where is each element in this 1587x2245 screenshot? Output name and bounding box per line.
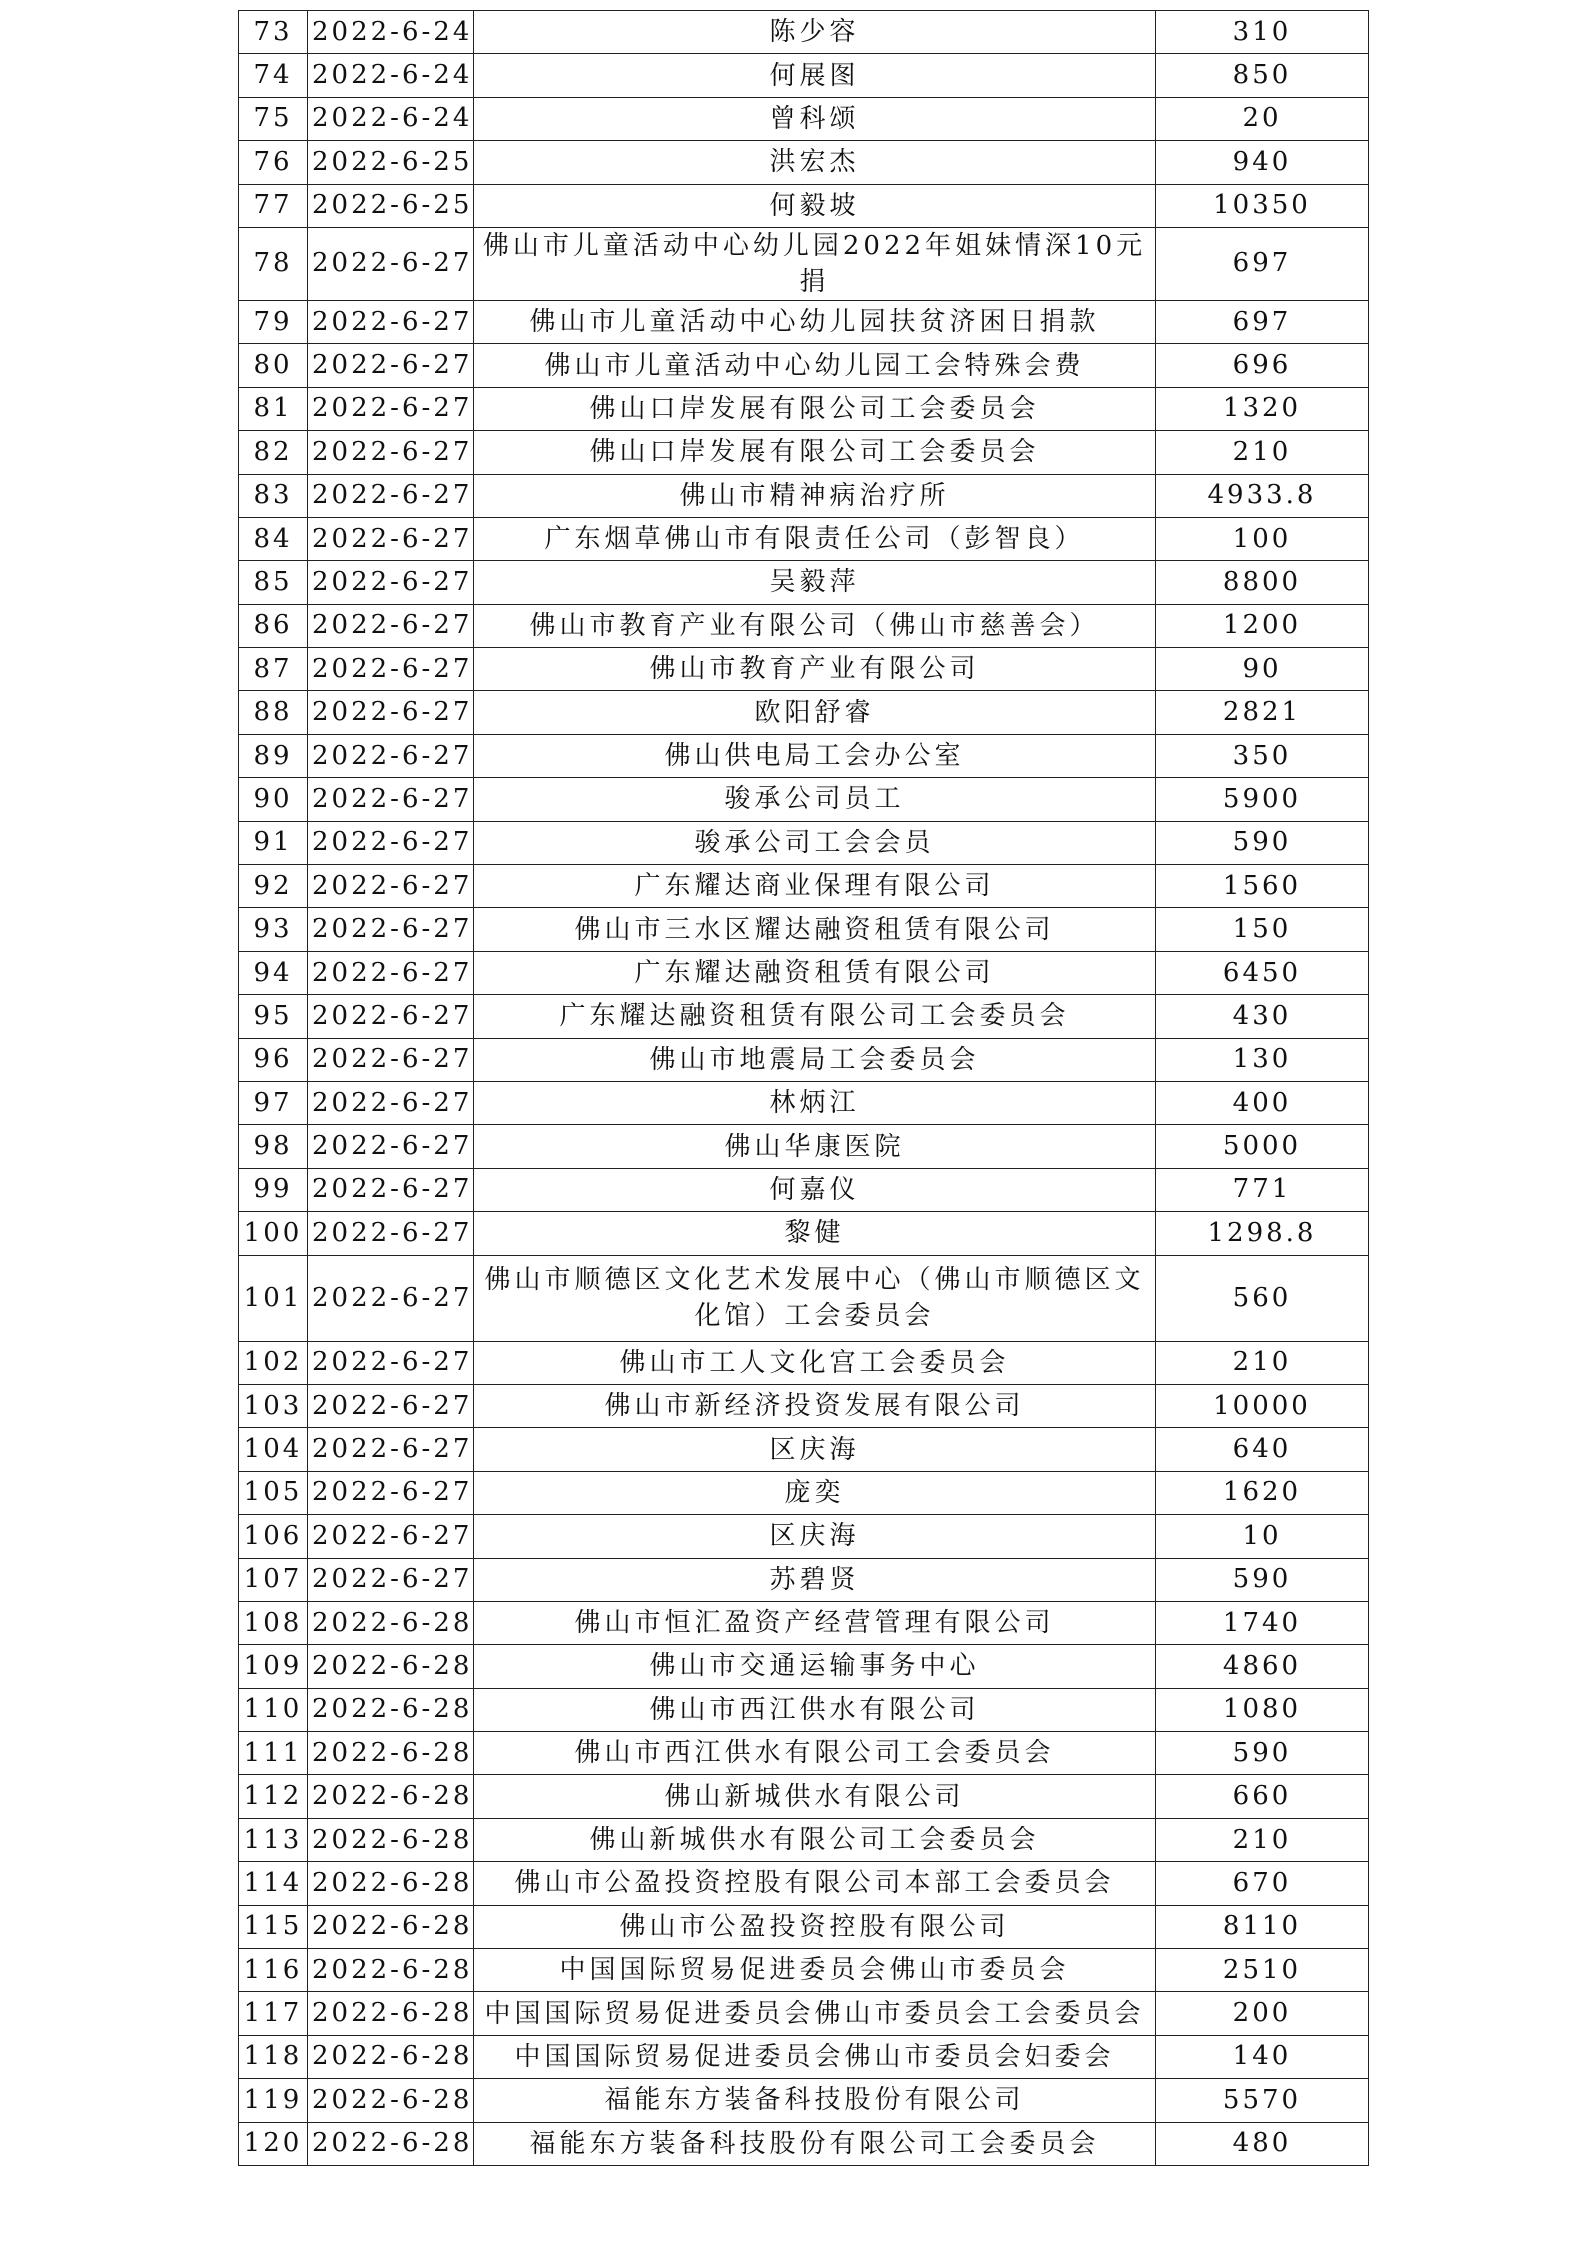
- donor-name: 佛山市交通运输事务中心: [474, 1645, 1156, 1688]
- donor-name: 佛山市公盈投资控股有限公司本部工会委员会: [474, 1862, 1156, 1905]
- row-number: 105: [239, 1471, 308, 1514]
- row-number: 115: [239, 1905, 308, 1948]
- donation-amount: 670: [1156, 1862, 1369, 1905]
- donation-date: 2022-6-27: [308, 517, 474, 560]
- table-row: [239, 734, 1369, 777]
- donation-date: 2022-6-27: [308, 387, 474, 430]
- row-number: 111: [239, 1732, 308, 1775]
- donation-date: 2022-6-28: [308, 1992, 474, 2035]
- donation-amount: 697: [1156, 300, 1369, 343]
- donor-name: 吴毅萍: [474, 561, 1156, 604]
- donor-name: 洪宏杰: [474, 141, 1156, 184]
- donation-amount: 5900: [1156, 778, 1369, 821]
- donor-name: 佛山市工人文化宫工会委员会: [474, 1341, 1156, 1384]
- donor-name: 中国国际贸易促进委员会佛山市委员会: [474, 1949, 1156, 1992]
- donor-name: 中国国际贸易促进委员会佛山市委员会工会委员会: [474, 1992, 1156, 2035]
- donation-amount: 6450: [1156, 951, 1369, 994]
- table-row: [239, 691, 1369, 734]
- row-number: 116: [239, 1949, 308, 1992]
- table-row: [239, 1081, 1369, 1124]
- donor-name: 曾科颂: [474, 97, 1156, 140]
- donation-amount: 480: [1156, 2122, 1369, 2165]
- donation-amount: 697: [1156, 227, 1369, 300]
- row-number: 82: [239, 431, 308, 474]
- row-number: 117: [239, 1992, 308, 2035]
- row-number: 110: [239, 1688, 308, 1731]
- table-row: [239, 2079, 1369, 2122]
- row-number: 80: [239, 344, 308, 387]
- donation-date: 2022-6-27: [308, 1515, 474, 1558]
- table-row: [239, 141, 1369, 184]
- donation-date: 2022-6-28: [308, 1688, 474, 1731]
- donation-date: 2022-6-27: [308, 648, 474, 691]
- donor-name: 何嘉仪: [474, 1168, 1156, 1211]
- row-number: 103: [239, 1384, 308, 1427]
- donation-amount: 100: [1156, 517, 1369, 560]
- donation-amount: 350: [1156, 734, 1369, 777]
- donor-name: 何毅坡: [474, 184, 1156, 227]
- donation-amount: 1298.8: [1156, 1212, 1369, 1255]
- donor-name: 佛山市儿童活动中心幼儿园2022年姐妹情深10元捐: [474, 227, 1156, 300]
- donor-name: 中国国际贸易促进委员会佛山市委员会妇委会: [474, 2035, 1156, 2078]
- donor-name: 林炳江: [474, 1081, 1156, 1124]
- donor-name: 佛山新城供水有限公司: [474, 1775, 1156, 1818]
- donation-amount: 5000: [1156, 1125, 1369, 1168]
- donation-amount: 200: [1156, 1992, 1369, 2035]
- donation-date: 2022-6-27: [308, 1384, 474, 1427]
- table-row: [239, 1038, 1369, 1081]
- donation-date: 2022-6-27: [308, 561, 474, 604]
- donation-amount: 210: [1156, 431, 1369, 474]
- donation-date: 2022-6-27: [308, 431, 474, 474]
- donation-date: 2022-6-27: [308, 1038, 474, 1081]
- donation-amount: 2510: [1156, 1949, 1369, 1992]
- table-row: [239, 97, 1369, 140]
- table-row: [239, 300, 1369, 343]
- donation-date: 2022-6-25: [308, 184, 474, 227]
- donation-date: 2022-6-28: [308, 1818, 474, 1861]
- row-number: 88: [239, 691, 308, 734]
- donor-name: 佛山市教育产业有限公司（佛山市慈善会）: [474, 604, 1156, 647]
- table-row: [239, 474, 1369, 517]
- row-number: 90: [239, 778, 308, 821]
- row-number: 84: [239, 517, 308, 560]
- donor-name: 佛山市地震局工会委员会: [474, 1038, 1156, 1081]
- donation-amount: 210: [1156, 1818, 1369, 1861]
- donation-amount: 940: [1156, 141, 1369, 184]
- donation-amount: 130: [1156, 1038, 1369, 1081]
- table-row: [239, 1645, 1369, 1688]
- table-row: [239, 1732, 1369, 1775]
- donor-name: 佛山市恒汇盈资产经营管理有限公司: [474, 1601, 1156, 1644]
- row-number: 106: [239, 1515, 308, 1558]
- row-number: 112: [239, 1775, 308, 1818]
- donation-amount: 5570: [1156, 2079, 1369, 2122]
- donation-date: 2022-6-27: [308, 908, 474, 951]
- donation-amount: 8110: [1156, 1905, 1369, 1948]
- donor-name: 区庆海: [474, 1515, 1156, 1558]
- donor-name: 欧阳舒睿: [474, 691, 1156, 734]
- row-number: 120: [239, 2122, 308, 2165]
- donation-date: 2022-6-27: [308, 604, 474, 647]
- table-row: [239, 1428, 1369, 1471]
- donation-date: 2022-6-28: [308, 1905, 474, 1948]
- table-row: [239, 1341, 1369, 1384]
- donation-date: 2022-6-27: [308, 821, 474, 864]
- donation-date: 2022-6-27: [308, 734, 474, 777]
- donor-name: 广东耀达融资租赁有限公司工会委员会: [474, 995, 1156, 1038]
- donation-amount: 10000: [1156, 1384, 1369, 1427]
- donation-date: 2022-6-28: [308, 2035, 474, 2078]
- table-row: [239, 1775, 1369, 1818]
- donation-amount: 850: [1156, 54, 1369, 97]
- donation-amount: 1080: [1156, 1688, 1369, 1731]
- donation-date: 2022-6-27: [308, 1125, 474, 1168]
- donation-amount: 590: [1156, 1558, 1369, 1601]
- donation-amount: 560: [1156, 1255, 1369, 1341]
- donation-date: 2022-6-24: [308, 97, 474, 140]
- donation-date: 2022-6-27: [308, 1212, 474, 1255]
- table-row: [239, 908, 1369, 951]
- donor-name: 骏承公司工会会员: [474, 821, 1156, 864]
- row-number: 97: [239, 1081, 308, 1124]
- donor-name: 何展图: [474, 54, 1156, 97]
- row-number: 78: [239, 227, 308, 300]
- donation-amount: 430: [1156, 995, 1369, 1038]
- table-row: [239, 227, 1369, 300]
- donation-date: 2022-6-28: [308, 1775, 474, 1818]
- donation-date: 2022-6-27: [308, 474, 474, 517]
- donation-amount: 590: [1156, 821, 1369, 864]
- table-row: [239, 1949, 1369, 1992]
- row-number: 85: [239, 561, 308, 604]
- donation-date: 2022-6-27: [308, 227, 474, 300]
- donation-date: 2022-6-27: [308, 778, 474, 821]
- donation-date: 2022-6-27: [308, 995, 474, 1038]
- donor-name: 佛山市儿童活动中心幼儿园工会特殊会费: [474, 344, 1156, 387]
- donation-date: 2022-6-27: [308, 865, 474, 908]
- row-number: 86: [239, 604, 308, 647]
- table-row: [239, 821, 1369, 864]
- donation-date: 2022-6-28: [308, 1645, 474, 1688]
- donation-date: 2022-6-27: [308, 1558, 474, 1601]
- table-row: [239, 1168, 1369, 1211]
- row-number: 76: [239, 141, 308, 184]
- donation-date: 2022-6-24: [308, 54, 474, 97]
- donor-name: 佛山市三水区耀达融资租赁有限公司: [474, 908, 1156, 951]
- donation-amount: 150: [1156, 908, 1369, 951]
- donor-name: 庞奕: [474, 1471, 1156, 1514]
- donor-name: 骏承公司员工: [474, 778, 1156, 821]
- table-row: [239, 2035, 1369, 2078]
- donation-table-body: [239, 11, 1369, 2166]
- table-row: [239, 517, 1369, 560]
- donation-amount: 640: [1156, 1428, 1369, 1471]
- donation-amount: 1320: [1156, 387, 1369, 430]
- table-row: [239, 431, 1369, 474]
- donation-amount: 1740: [1156, 1601, 1369, 1644]
- table-row: [239, 1905, 1369, 1948]
- donor-name: 苏碧贤: [474, 1558, 1156, 1601]
- donation-amount: 10: [1156, 1515, 1369, 1558]
- row-number: 83: [239, 474, 308, 517]
- donation-date: 2022-6-28: [308, 1601, 474, 1644]
- row-number: 93: [239, 908, 308, 951]
- row-number: 98: [239, 1125, 308, 1168]
- row-number: 79: [239, 300, 308, 343]
- row-number: 75: [239, 97, 308, 140]
- table-row: [239, 1125, 1369, 1168]
- row-number: 99: [239, 1168, 308, 1211]
- donation-date: 2022-6-27: [308, 691, 474, 734]
- donation-date: 2022-6-27: [308, 1255, 474, 1341]
- row-number: 114: [239, 1862, 308, 1905]
- donation-date: 2022-6-25: [308, 141, 474, 184]
- donation-date: 2022-6-27: [308, 1341, 474, 1384]
- table-row: [239, 995, 1369, 1038]
- row-number: 92: [239, 865, 308, 908]
- donation-date: 2022-6-27: [308, 1428, 474, 1471]
- donor-name: 佛山市顺德区文化艺术发展中心（佛山市顺德区文化馆）工会委员会: [474, 1255, 1156, 1341]
- donor-name: 广东烟草佛山市有限责任公司（彭智良）: [474, 517, 1156, 560]
- donor-name: 福能东方装备科技股份有限公司: [474, 2079, 1156, 2122]
- table-row: [239, 184, 1369, 227]
- donor-name: 佛山口岸发展有限公司工会委员会: [474, 431, 1156, 474]
- donor-name: 佛山华康医院: [474, 1125, 1156, 1168]
- table-row: [239, 1558, 1369, 1601]
- donation-date: 2022-6-28: [308, 1862, 474, 1905]
- donor-name: 佛山市教育产业有限公司: [474, 648, 1156, 691]
- donation-amount: 140: [1156, 2035, 1369, 2078]
- table-row: [239, 604, 1369, 647]
- table-row: [239, 54, 1369, 97]
- table-row: [239, 1384, 1369, 1427]
- donor-name: 广东耀达商业保理有限公司: [474, 865, 1156, 908]
- donor-name: 佛山市公盈投资控股有限公司: [474, 1905, 1156, 1948]
- donation-date: 2022-6-28: [308, 1732, 474, 1775]
- donation-amount: 590: [1156, 1732, 1369, 1775]
- donation-sheet: [238, 10, 1368, 2166]
- table-row: [239, 561, 1369, 604]
- donation-amount: 696: [1156, 344, 1369, 387]
- donation-amount: 90: [1156, 648, 1369, 691]
- row-number: 77: [239, 184, 308, 227]
- donor-name: 佛山市精神病治疗所: [474, 474, 1156, 517]
- table-row: [239, 778, 1369, 821]
- donation-amount: 210: [1156, 1341, 1369, 1384]
- donation-date: 2022-6-24: [308, 11, 474, 54]
- table-row: [239, 1818, 1369, 1861]
- donation-amount: 1200: [1156, 604, 1369, 647]
- row-number: 89: [239, 734, 308, 777]
- donor-name: 佛山市西江供水有限公司工会委员会: [474, 1732, 1156, 1775]
- row-number: 94: [239, 951, 308, 994]
- row-number: 101: [239, 1255, 308, 1341]
- row-number: 118: [239, 2035, 308, 2078]
- row-number: 74: [239, 54, 308, 97]
- table-row: [239, 1212, 1369, 1255]
- donation-amount: 400: [1156, 1081, 1369, 1124]
- table-row: [239, 344, 1369, 387]
- row-number: 109: [239, 1645, 308, 1688]
- donation-amount: 1620: [1156, 1471, 1369, 1514]
- donor-name: 佛山新城供水有限公司工会委员会: [474, 1818, 1156, 1861]
- row-number: 87: [239, 648, 308, 691]
- donation-date: 2022-6-28: [308, 2079, 474, 2122]
- donor-name: 黎健: [474, 1212, 1156, 1255]
- table-row: [239, 1862, 1369, 1905]
- table-row: [239, 2122, 1369, 2165]
- row-number: 96: [239, 1038, 308, 1081]
- donation-date: 2022-6-28: [308, 1949, 474, 1992]
- donation-date: 2022-6-27: [308, 300, 474, 343]
- donation-amount: 4860: [1156, 1645, 1369, 1688]
- table-row: [239, 1255, 1369, 1341]
- donor-name: 佛山市儿童活动中心幼儿园扶贫济困日捐款: [474, 300, 1156, 343]
- table-row: [239, 387, 1369, 430]
- table-row: [239, 1515, 1369, 1558]
- donation-amount: 20: [1156, 97, 1369, 140]
- donor-name: 佛山供电局工会办公室: [474, 734, 1156, 777]
- donation-amount: 4933.8: [1156, 474, 1369, 517]
- row-number: 107: [239, 1558, 308, 1601]
- row-number: 100: [239, 1212, 308, 1255]
- donation-date: 2022-6-28: [308, 2122, 474, 2165]
- donation-amount: 1560: [1156, 865, 1369, 908]
- donation-amount: 2821: [1156, 691, 1369, 734]
- table-row: [239, 648, 1369, 691]
- donation-date: 2022-6-27: [308, 951, 474, 994]
- row-number: 108: [239, 1601, 308, 1644]
- row-number: 91: [239, 821, 308, 864]
- table-row: [239, 951, 1369, 994]
- donor-name: 佛山市新经济投资发展有限公司: [474, 1384, 1156, 1427]
- donation-table: [238, 10, 1369, 2166]
- donor-name: 陈少容: [474, 11, 1156, 54]
- row-number: 119: [239, 2079, 308, 2122]
- table-row: [239, 1992, 1369, 2035]
- row-number: 104: [239, 1428, 308, 1471]
- donation-date: 2022-6-27: [308, 1471, 474, 1514]
- row-number: 95: [239, 995, 308, 1038]
- donor-name: 佛山口岸发展有限公司工会委员会: [474, 387, 1156, 430]
- table-row: [239, 1471, 1369, 1514]
- donor-name: 福能东方装备科技股份有限公司工会委员会: [474, 2122, 1156, 2165]
- donor-name: 区庆海: [474, 1428, 1156, 1471]
- donation-date: 2022-6-27: [308, 1081, 474, 1124]
- donor-name: 广东耀达融资租赁有限公司: [474, 951, 1156, 994]
- donation-amount: 660: [1156, 1775, 1369, 1818]
- donation-amount: 10350: [1156, 184, 1369, 227]
- row-number: 102: [239, 1341, 308, 1384]
- table-row: [239, 865, 1369, 908]
- donation-date: 2022-6-27: [308, 1168, 474, 1211]
- donation-date: 2022-6-27: [308, 344, 474, 387]
- row-number: 81: [239, 387, 308, 430]
- donation-amount: 310: [1156, 11, 1369, 54]
- table-row: [239, 1688, 1369, 1731]
- table-row: [239, 11, 1369, 54]
- row-number: 113: [239, 1818, 308, 1861]
- donation-amount: 8800: [1156, 561, 1369, 604]
- table-row: [239, 1601, 1369, 1644]
- donation-amount: 771: [1156, 1168, 1369, 1211]
- donor-name: 佛山市西江供水有限公司: [474, 1688, 1156, 1731]
- row-number: 73: [239, 11, 308, 54]
